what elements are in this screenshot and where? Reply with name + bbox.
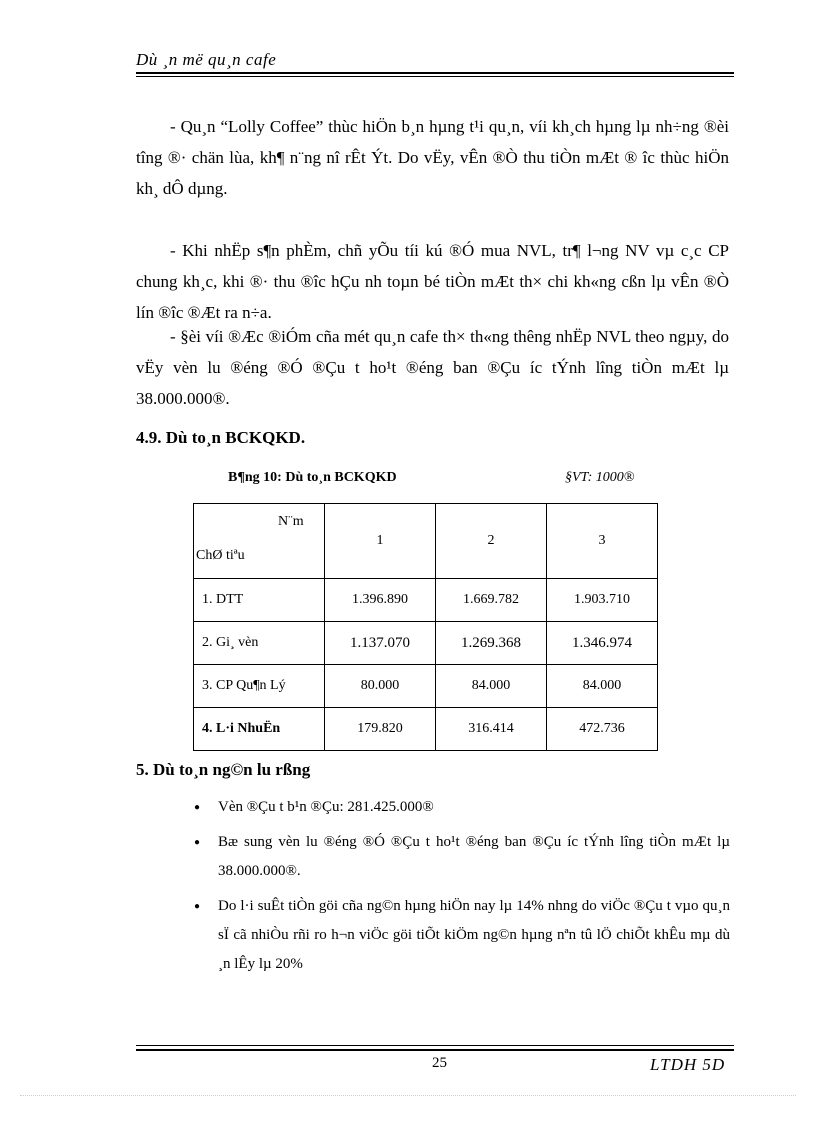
table-row [194, 708, 658, 751]
header-rule-thick [136, 72, 734, 74]
table-cell: 84.000 [547, 665, 658, 708]
row-label: 3. CP Qu¶n Lý [194, 665, 325, 708]
table-cell: 1.346.974 [547, 622, 658, 665]
table-cell: 1.903.710 [547, 579, 658, 622]
footer-class-code: LTDH 5D [650, 1055, 726, 1074]
table-cell: 1.396.890 [325, 579, 436, 622]
year-header: 3 [547, 504, 658, 579]
list-item: ● Do l·i suÊt tiÒn göi cña ng©n hµng hiÖn nay lµ 14% nhng do viÖc ®Çu t vµo qu¸n sÏ cã nhiÒu rñi ro h¬n viÖc göi tiÕt kiÖm ng©n hµng nªn tû lÖ chiÕt khÊu mµ dù ¸n lÊy lµ 20% [218, 892, 730, 979]
row-label: 1. DTT [194, 579, 325, 622]
paragraph-cash-payment: - Khi nhËp s¶n phÈm, chñ yÕu tíi kú ®Ó mua NVL, tr¶ l¬ng NV vµ c¸c CP chung kh¸c, khi ®· thu ®îc hÇu nh toµn bé tiÒn mÆt th× chi kh«ng cßn lµ vÊn ®Ò lín ®îc ®Æt ra n÷a. [136, 241, 729, 322]
paragraph-cash-collection: - Qu¸n “Lolly Coffee” thùc hiÖn b¸n hµng t¹i qu¸n, víi kh¸ch hµng lµ nh÷ng ®èi tîng ®· chän lùa, kh¶ n¨ng nî rÊt Ýt. Do vËy, vÊn ®Ò thu tiÒn mÆt ® îc thùc hiÖn kh¸ dÔ dµng. [136, 117, 729, 198]
table-cell: 84.000 [436, 665, 547, 708]
list-item: ● Bæ sung vèn lu ®éng ®Ó ®Çu t ho¹t ®éng ban ®Çu íc tÝnh lîng tiÒn mÆt lµ 38.000.000®. [218, 828, 730, 886]
indicator-axis-label: ChØ tiªu [196, 548, 245, 563]
table-row [194, 579, 658, 622]
table-cell: 316.414 [436, 708, 547, 751]
page-edge-divider [20, 1095, 796, 1096]
table-cell: 1.269.368 [436, 622, 547, 665]
row-label: 4. L·i NhuËn [194, 708, 325, 751]
section-heading-5: 5. Dù to¸n ng©n lu rßng [136, 760, 311, 779]
table-row [194, 622, 658, 665]
table-caption: B¶ng 10: Dù to¸n BCKQKD [228, 470, 397, 485]
document-header-title: Dù ¸n më qu¸n cafe [136, 50, 277, 69]
footer-rule-thin [136, 1045, 734, 1046]
footer-rule-thick [136, 1049, 734, 1051]
table-cell: 472.736 [547, 708, 658, 751]
paragraph-working-capital: - §èi víi ®Æc ®iÓm cña mét qu¸n cafe th× th«ng thêng nhËp NVL theo ngµy, do vËy vèn lu ®éng ®Ó ®Çu t ho¹t ®éng ban ®Çu íc tÝnh lîng tiÒn mÆt lµ 38.000.000®. [136, 327, 729, 408]
table-row [194, 665, 658, 708]
table-header-row [194, 504, 658, 579]
table-cell: 1.669.782 [436, 579, 547, 622]
bullet-list [218, 793, 730, 985]
page-number: 25 [432, 1055, 447, 1071]
list-item: ● Vèn ®Çu t b¹n ®Çu: 281.425.000® [218, 793, 730, 822]
year-axis-label: N¨m [278, 514, 304, 529]
year-header: 1 [325, 504, 436, 579]
year-header: 2 [436, 504, 547, 579]
table-unit: §VT: 1000® [565, 470, 635, 485]
table-cell: 1.137.070 [325, 622, 436, 665]
section-heading-4-9: 4.9. Dù to¸n BCKQKD. [136, 428, 306, 447]
table-corner-cell [194, 504, 325, 579]
income-statement-table [193, 503, 658, 751]
table-cell: 179.820 [325, 708, 436, 751]
table-cell: 80.000 [325, 665, 436, 708]
header-rule-thin [136, 76, 734, 77]
row-label: 2. Gi¸ vèn [194, 622, 325, 665]
